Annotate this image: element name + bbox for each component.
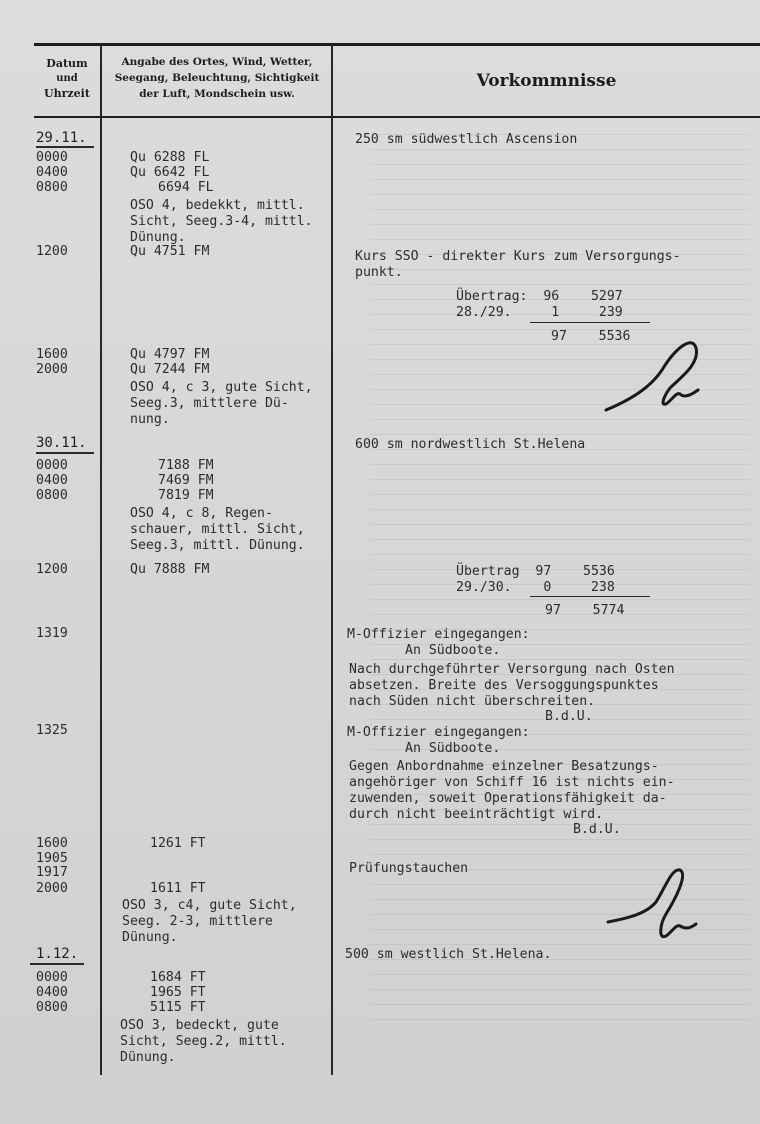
weather-entry: OSO 3, c4, gute Sicht, <box>122 898 297 913</box>
event-text: durch nicht beeinträchtigt wird. <box>349 807 604 822</box>
header-location-line-3: der Luft, Mondschein usw. <box>139 88 295 100</box>
header-date-line-1: Datum <box>46 57 88 70</box>
weather-entry: Sicht, Seeg.3-4, mittl. <box>130 214 313 229</box>
tally-total: 97 5774 <box>545 603 625 618</box>
position-entry: 5115 FT <box>150 1000 206 1015</box>
position-entry: Qu 6288 FL <box>130 150 210 165</box>
event-text: Nach durchgeführter Versorgung nach Osten <box>349 662 675 677</box>
time-entry: 0400 <box>36 165 68 180</box>
weather-entry: Sicht, Seeg.2, mittl. <box>120 1034 287 1049</box>
time-entry: 0000 <box>36 150 68 165</box>
position-entry: Qu 7888 FM <box>130 562 210 577</box>
event-text: B.d.U. <box>573 822 621 837</box>
event-text: angehöriger von Schiff 16 ist nichts ein- <box>349 775 675 790</box>
event-text: nach Süden nicht überschreiten. <box>349 694 596 709</box>
tally-line: Übertrag 97 5536 <box>456 564 615 579</box>
event-text: Kurs SSO - direkter Kurs zum Versorgungs- <box>355 249 681 264</box>
time-entry: 1200 <box>36 562 68 577</box>
weather-entry: Dünung. <box>120 1050 176 1065</box>
event-text: 500 sm westlich St.Helena. <box>345 947 552 962</box>
handwritten-signature <box>600 862 710 952</box>
time-entry: 0800 <box>36 488 68 503</box>
position-entry: 7469 FM <box>158 473 214 488</box>
weather-entry: OSO 4, c 3, gute Sicht, <box>130 380 313 395</box>
column-divider-1 <box>100 45 102 1075</box>
weather-entry: OSO 4, bedekkt, mittl. <box>130 198 305 213</box>
weather-entry: Seeg.3, mittl. Dünung. <box>130 538 305 553</box>
handwritten-signature <box>600 330 710 420</box>
event-text: Gegen Anbordnahme einzelner Besatzungs- <box>349 759 659 774</box>
date-entry: 30.11. <box>36 435 87 451</box>
tally-total: 97 5536 <box>551 329 631 344</box>
event-text: An Südboote. <box>405 741 501 756</box>
position-entry: 1611 FT <box>150 881 206 896</box>
date-underline <box>30 963 84 965</box>
time-entry: 0400 <box>36 985 68 1000</box>
position-entry: Qu 7244 FM <box>130 362 210 377</box>
date-entry: 1.12. <box>36 946 79 962</box>
event-text: M-Offizier eingegangen: <box>347 725 530 740</box>
position-entry: 7819 FM <box>158 488 214 503</box>
time-entry: 1319 <box>36 626 68 641</box>
time-entry: 0400 <box>36 473 68 488</box>
header-events: Vorkommnisse <box>476 71 617 91</box>
tally-line: 29./30. 0 238 <box>456 580 615 595</box>
header-bottom-rule <box>34 116 760 118</box>
event-text: B.d.U. <box>545 709 593 724</box>
position-entry: Qu 6642 FL <box>130 165 210 180</box>
date-underline <box>36 452 94 454</box>
weather-entry: schauer, mittl. Sicht, <box>130 522 305 537</box>
event-text: Prüfungstauchen <box>349 861 469 876</box>
time-entry: 1325 <box>36 723 68 738</box>
header-location-line-2: Seegang, Beleuchtung, Sichtigkeit <box>114 72 320 84</box>
position-entry: 1684 FT <box>150 970 206 985</box>
event-text: 250 sm südwestlich Ascension <box>355 132 578 147</box>
position-entry: 1261 FT <box>150 836 206 851</box>
time-entry: 2000 <box>36 881 68 896</box>
time-entry: 1917 <box>36 865 68 880</box>
event-text: punkt. <box>355 265 403 280</box>
position-entry: Qu 4797 FM <box>130 347 210 362</box>
column-divider-2 <box>331 45 333 1075</box>
position-entry: Qu 4751 FM <box>130 244 210 259</box>
tally-line: 28./29. 1 239 <box>456 305 623 320</box>
tally-underline <box>530 322 650 323</box>
time-entry: 2000 <box>36 362 68 377</box>
time-entry: 1905 <box>36 851 68 866</box>
table-top-rule <box>34 43 760 46</box>
time-entry: 0000 <box>36 458 68 473</box>
header-location-line-1: Angabe des Ortes, Wind, Wetter, <box>121 56 313 68</box>
time-entry: 1600 <box>36 836 68 851</box>
time-entry: 0800 <box>36 1000 68 1015</box>
tally-line: Übertrag: 96 5297 <box>456 289 623 304</box>
time-entry: 0000 <box>36 970 68 985</box>
weather-entry: Seeg.3, mittlere Dü- <box>130 396 289 411</box>
time-entry: 0800 <box>36 180 68 195</box>
event-text: An Südboote. <box>405 643 501 658</box>
event-text: 600 sm nordwestlich St.Helena <box>355 437 586 452</box>
position-entry: 6694 FL <box>158 180 214 195</box>
header-date-line-2: und <box>56 73 78 84</box>
time-entry: 1600 <box>36 347 68 362</box>
weather-entry: OSO 3, bedeckt, gute <box>120 1018 279 1033</box>
weather-entry: Dünung. <box>130 230 186 245</box>
tally-underline <box>530 596 650 597</box>
event-text: M-Offizier eingegangen: <box>347 627 530 642</box>
position-entry: 1965 FT <box>150 985 206 1000</box>
header-date-time <box>34 56 100 101</box>
position-entry: 7188 FM <box>158 458 214 473</box>
weather-entry: Seeg. 2-3, mittlere <box>122 914 273 929</box>
weather-entry: Dünung. <box>122 930 178 945</box>
event-text: zuwenden, soweit Operationsfähigkeit da- <box>349 791 667 806</box>
date-entry: 29.11. <box>36 130 87 146</box>
header-location-weather <box>103 54 331 102</box>
event-text: absetzen. Breite des Versoggungspunktes <box>349 678 659 693</box>
weather-entry: nung. <box>130 412 170 427</box>
header-date-line-3: Uhrzeit <box>44 87 90 100</box>
date-underline <box>36 146 94 148</box>
weather-entry: OSO 4, c 8, Regen- <box>130 506 273 521</box>
time-entry: 1200 <box>36 244 68 259</box>
